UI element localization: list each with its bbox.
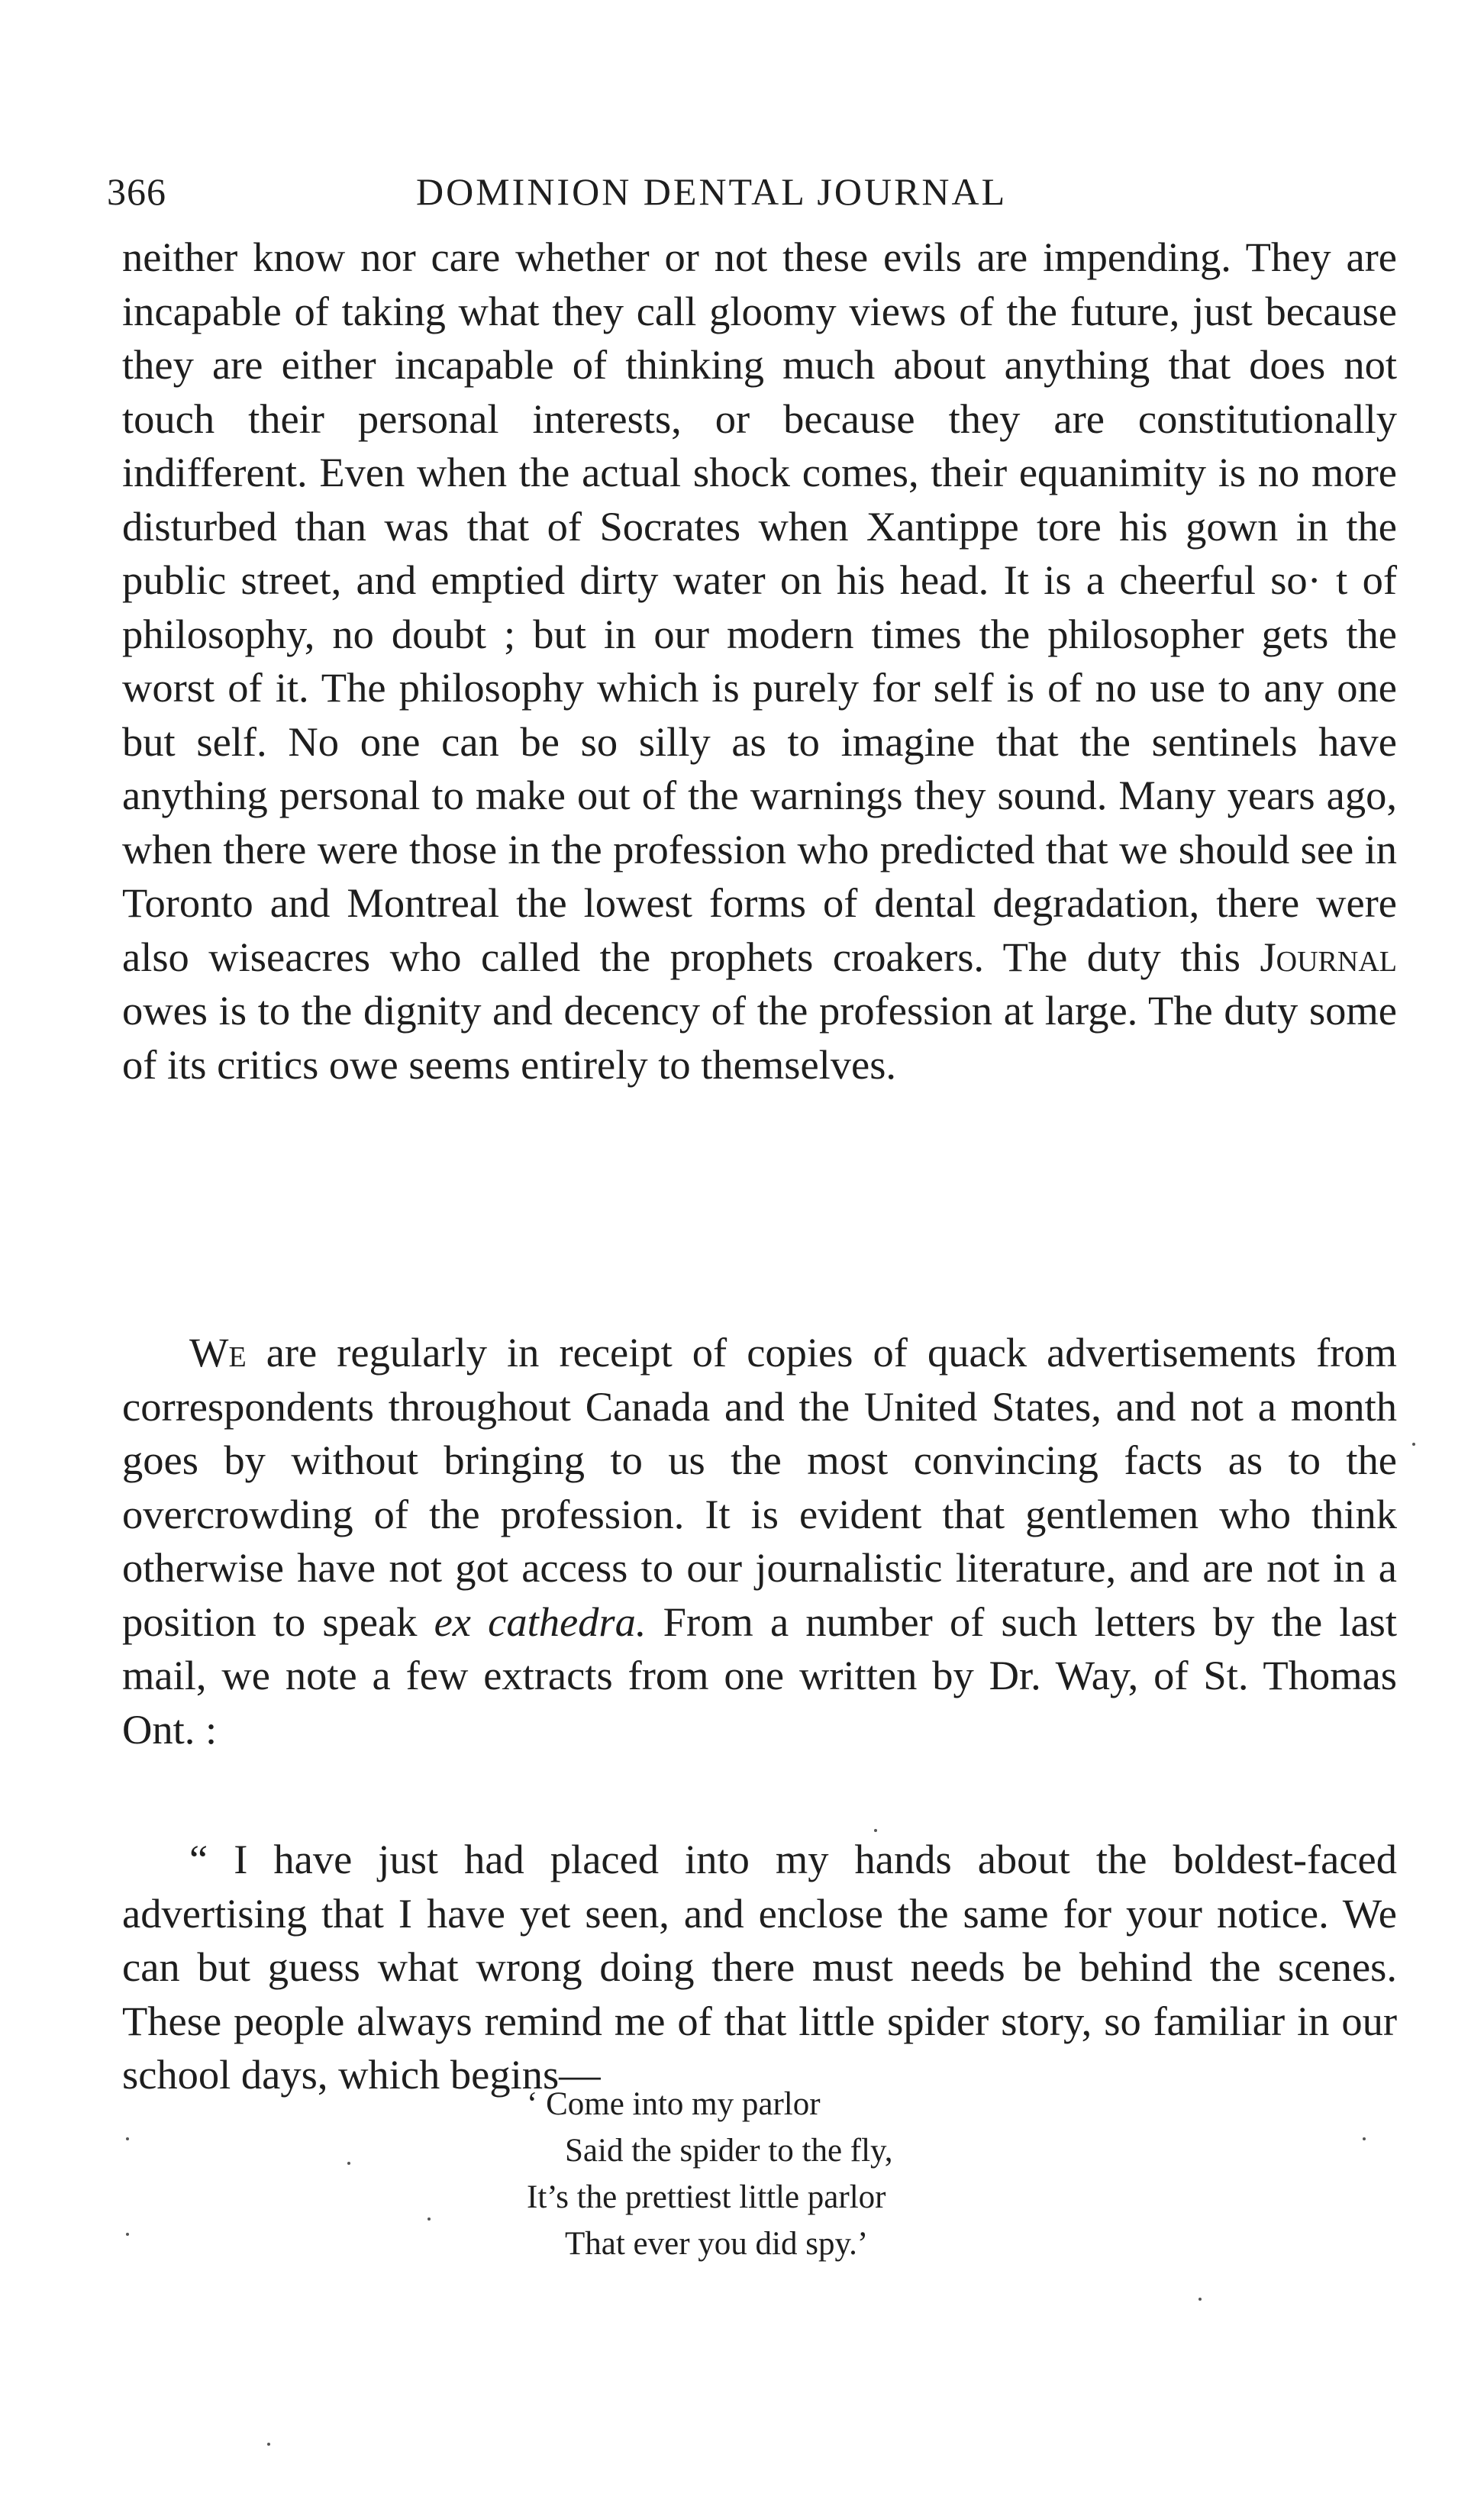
scan-speck: [1198, 2298, 1202, 2301]
paragraph-2-text-b: From a number of such letters by the last mail, we note a few extracts from one written by Dr. Way, of St. Thomas Ont. :: [122, 1598, 1397, 1753]
running-title: DOMINION DENTAL JOURNAL: [416, 170, 1008, 213]
scan-speck: [126, 2137, 129, 2140]
paragraph-2-text-a: are regularly in receipt of copies of quack advertisements from correspondents throughout Canada and the United States, and not a month goes by without bringing to us the most convincing facts as to the overcrowding of the profession. It is evident that gentlemen who think otherwise have not got access to our journalistic literature, and are not in a position to speak: [122, 1329, 1397, 1645]
poem-quote: [527, 2081, 893, 2267]
paragraph-2-lead: We: [189, 1329, 247, 1376]
page-number: 366: [107, 170, 166, 213]
paragraph-2: [122, 1326, 1397, 1756]
scan-speck: [874, 1829, 877, 1832]
poem-line: It’s the prettiest little parlor: [527, 2179, 886, 2215]
latin-phrase: ex cathedra.: [434, 1598, 647, 1645]
paragraph-1: [122, 231, 1397, 1092]
journal-word: Journal: [1260, 933, 1397, 980]
paragraph-3-letter-quote: [122, 1833, 1397, 2102]
scan-speck: [126, 2233, 129, 2236]
paragraph-3-text: “ I have just had placed into my hands about the boldest-faced advertising that I have yet seen, and enclose the same for your notice. We can but guess what wrong doing there must needs be behind the scenes. These people always remind me of that little spider story, so familiar in our school days, which begins—: [122, 1836, 1397, 2098]
scan-speck: [1412, 1443, 1415, 1446]
scan-speck: [1363, 2137, 1366, 2140]
poem-line: Said the spider to the fly,: [565, 2133, 893, 2169]
paragraph-1-text-a: neither know nor care whether or not these evils are impending. They are incapable of taking what they call gloomy views of the future, just because they are either incapable of thinking much about anything that does not touch their personal interests, or because they are constitutionally indifferent. Even when the actual shock comes, their equanimity is no more disturbed than was that of Socrates when Xantippe tore his gown in the public street, and emptied dirty water on his head. It is a cheerful so· t of philosophy, no doubt ; but in our modern times the philosopher gets the worst of it. The philosophy which is purely for self is of no use to any one but self. No one can be so silly as to imagine that the sentinels have anything personal to make out of the warnings they sound. Many years ago, when there were those in the profession who predicted that we should see in Toronto and Montreal the lowest forms of dental degradation, there were also wiseacres who called the prophets croakers. The duty this: [122, 234, 1397, 980]
scan-speck: [427, 2217, 431, 2221]
poem-line: That ever you did spy.’: [565, 2226, 869, 2262]
scan-speck: [267, 2443, 270, 2446]
poem-line: ‘ Come into my parlor: [527, 2086, 821, 2122]
scan-speck: [347, 2162, 350, 2165]
paragraph-1-text-b: owes is to the dignity and decency of the profession at large. The duty some of its critics owe seems entirely to themselves.: [122, 987, 1397, 1088]
